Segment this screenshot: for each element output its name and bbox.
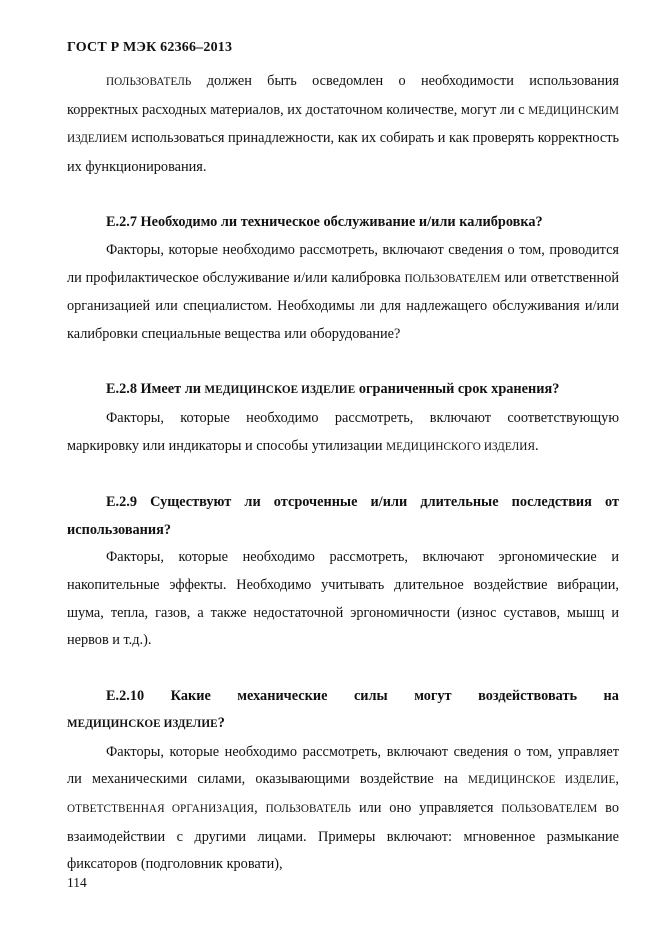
text-run: , xyxy=(615,771,619,788)
text-run: во взаимодействии с другими лицами. Примеры включают: мгновенное размыкание фиксаторов (подголовник кровати), xyxy=(67,800,619,873)
heading-word: воздействовать xyxy=(478,687,578,704)
text-run: E.2.8 Имеет ли xyxy=(106,381,205,398)
term-user: ПОЛЬЗОВАТЕЛЬ xyxy=(106,76,192,88)
term-medical-device: МЕДИЦИНСКОЕ ИЗДЕЛИЕ xyxy=(67,718,218,731)
document-header: ГОСТ Р МЭК 62366–2013 xyxy=(67,40,233,55)
heading-word: на xyxy=(603,687,619,704)
text-run: , xyxy=(254,800,266,817)
term-user: ПОЛЬЗОВАТЕЛЕМ xyxy=(404,272,501,285)
heading-word: могут xyxy=(414,687,452,704)
page-number: 114 xyxy=(67,875,87,890)
heading-line xyxy=(106,683,619,711)
text-run: ограниченный срок хранения? xyxy=(355,381,560,398)
paragraph-maintenance xyxy=(67,237,619,348)
text-run: Факторы, которые необходимо рассмотреть, включают сведения о том, проводится ли профилактическое обслуживание и/или калибровка xyxy=(67,241,619,286)
paragraph-consumables xyxy=(67,68,619,181)
paragraph-shelf-life xyxy=(67,405,619,461)
heading-word: E.2.10 xyxy=(106,687,145,704)
term-user: ПОЛЬЗОВАТЕЛЕМ xyxy=(501,803,598,816)
text-run: ? xyxy=(217,715,225,732)
heading-word: Какие xyxy=(170,687,211,704)
document-body xyxy=(67,68,619,879)
term-medical-device: МЕДИЦИНСКИМ ИЗДЕЛИЕМ xyxy=(67,104,619,146)
text-run: . xyxy=(535,437,539,454)
heading-line xyxy=(67,710,619,739)
term-responsible-organization: ОТВЕТСТВЕННАЯ ОРГАНИЗАЦИЯ xyxy=(67,803,255,816)
text-run: должен быть осведомлен о необходимости использования корректных расходных материалов, их достаточном количестве, могут ли с xyxy=(67,73,619,118)
term-medical-device: МЕДИЦИНСКОГО ИЗДЕЛИЯ xyxy=(386,440,536,453)
paragraph-mechanical-forces xyxy=(67,739,619,879)
text-run: использоваться принадлежности, как их собирать и как проверять корректность их функционирования. xyxy=(67,130,619,175)
heading-word: механические xyxy=(237,687,328,704)
text-run: или оно управляется xyxy=(351,800,502,817)
paragraph-delayed-effects: Факторы, которые необходимо рассмотреть, включают эргономические и накопительные эффекты. Необходимо учитывать длительное воздействие вибрации, шума, тепла, газов, а также недостаточной эргономичности (износ суставов, мышц и нервов и т.д.). xyxy=(67,549,619,649)
section-heading-e-2-9: E.2.9 Существуют ли отсроченные и/или длительные последствия от использования? xyxy=(67,494,619,538)
text-run: Факторы, которые необходимо рассмотреть, включают соответствующую маркировку или индикаторы и способы утилизации xyxy=(67,409,619,454)
section-heading-e-2-8 xyxy=(67,376,619,405)
heading-word: силы xyxy=(353,687,388,704)
text-run: Факторы, которые необходимо рассмотреть, включают сведения о том, управляет ли механическими силами, оказывающими воздействие на xyxy=(67,743,619,788)
term-medical-device: МЕДИЦИНСКОЕ ИЗДЕЛИЕ xyxy=(204,384,356,397)
section-heading-e-2-7: E.2.7 Необходимо ли техническое обслуживание и/или калибровка? xyxy=(106,214,543,231)
section-heading-e-2-10 xyxy=(67,683,619,739)
term-user: ПОЛЬЗОВАТЕЛЬ xyxy=(265,803,352,816)
term-medical-device: МЕДИЦИНСКОЕ ИЗДЕЛИЕ xyxy=(468,774,616,787)
text-run: или ответственной организацией или специалистом. Необходимы ли для надлежащего обслуживания и/или калибровки специальные вещества или оборудование? xyxy=(67,269,619,342)
